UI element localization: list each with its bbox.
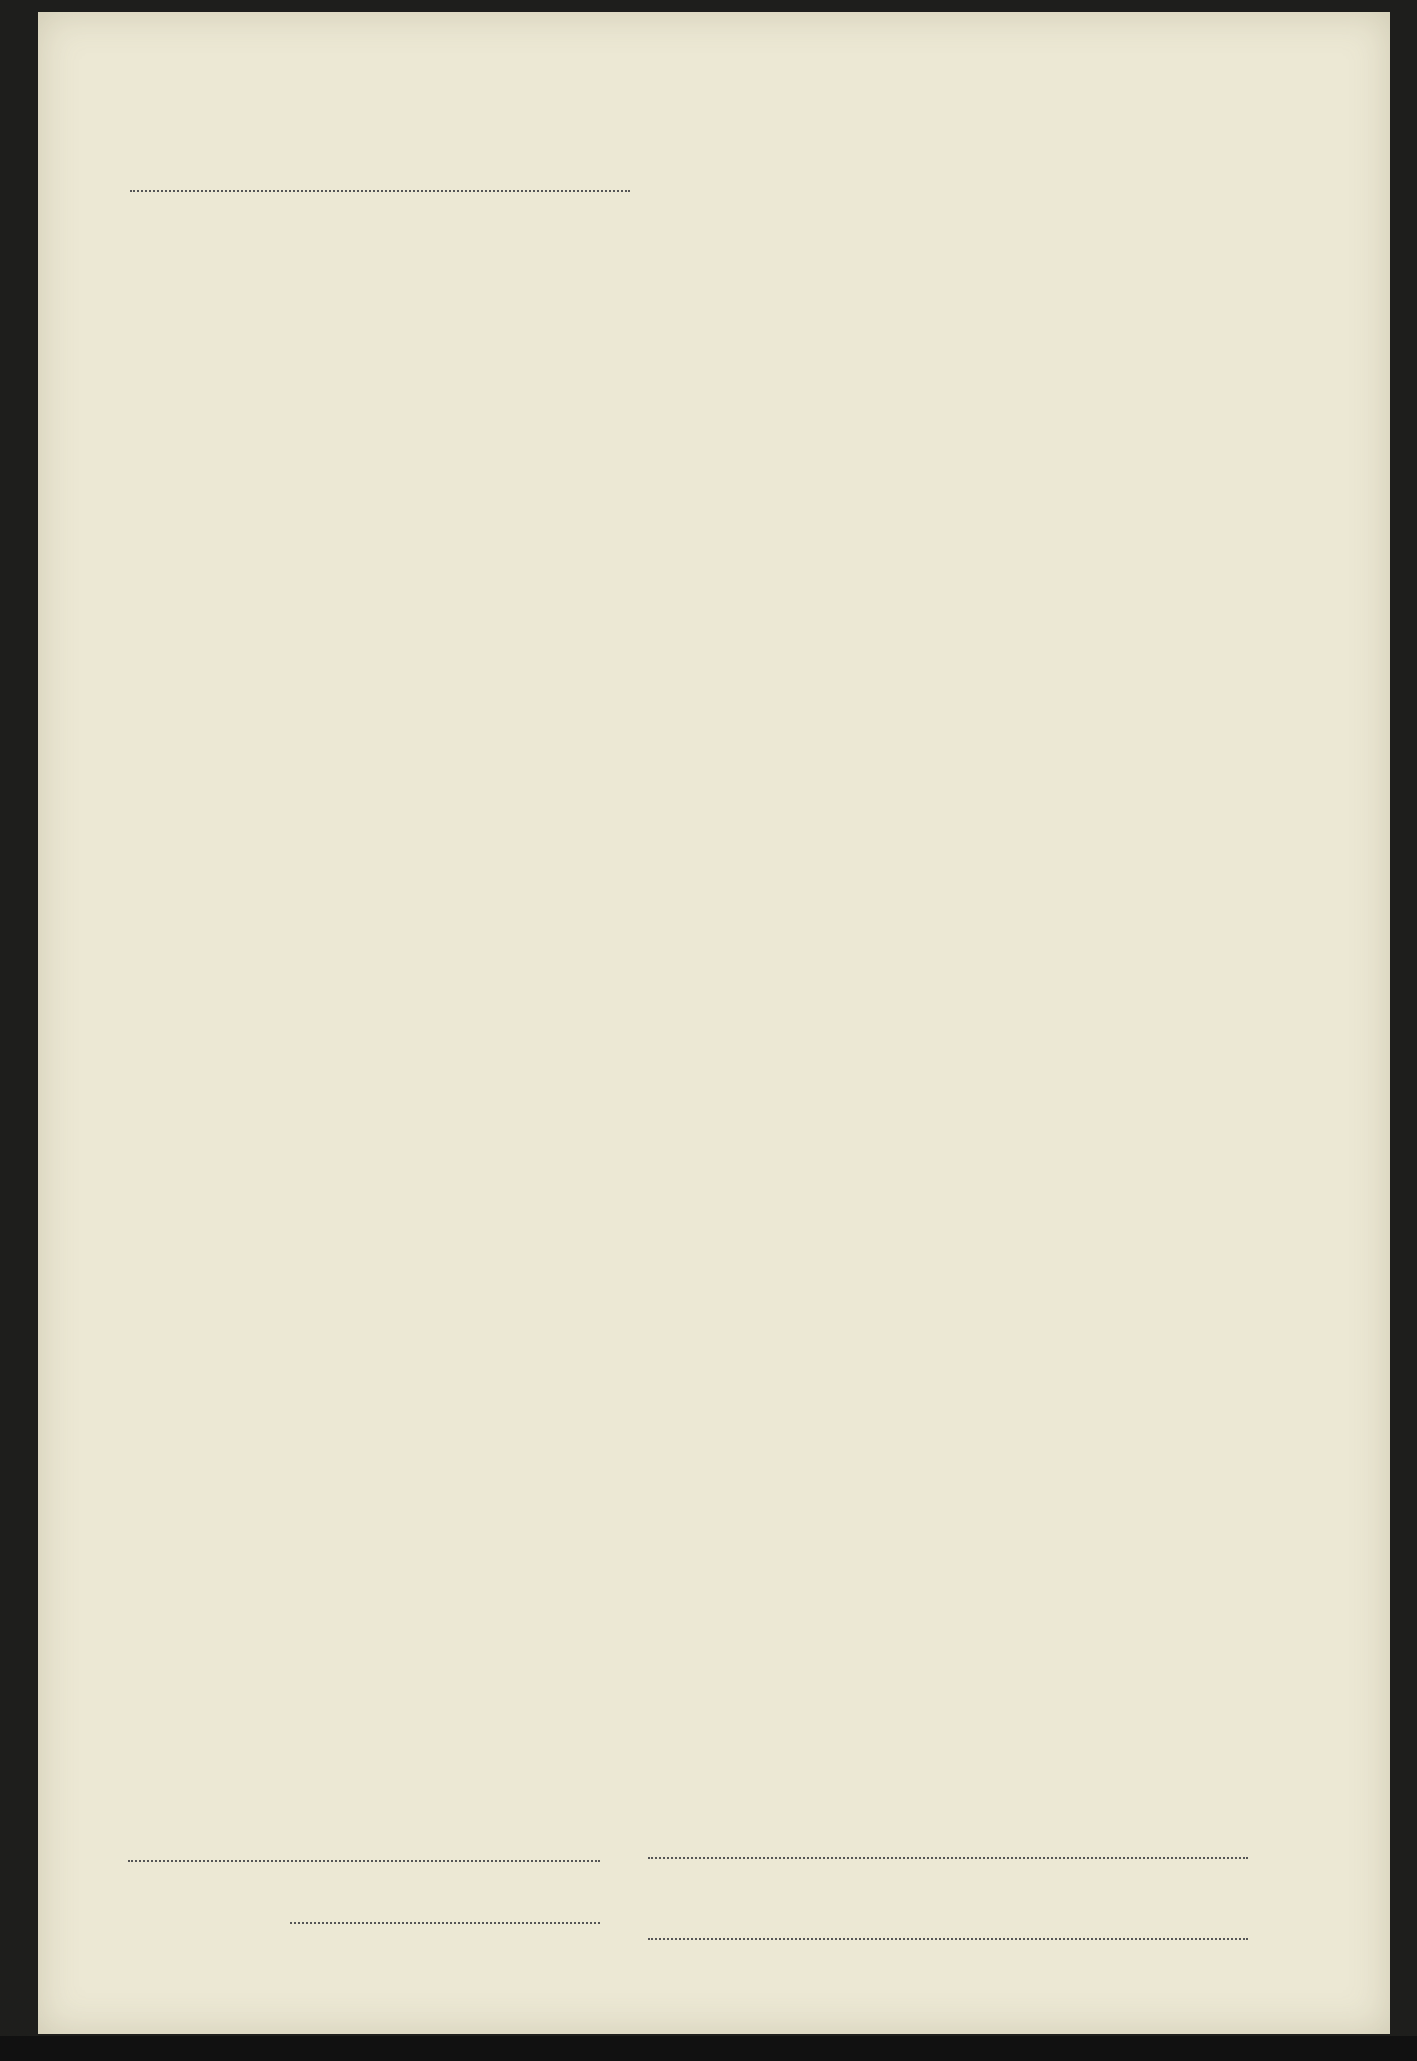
archive-footer	[0, 2036, 1417, 2061]
signature-dotted-line	[648, 1857, 1248, 1859]
formation-dotted-line	[648, 1938, 1248, 1940]
table-grid	[38, 12, 1390, 2034]
form-page	[38, 12, 1390, 2034]
date-dotted-line	[290, 1922, 600, 1924]
footer-unit-dotted-line	[128, 1860, 600, 1862]
